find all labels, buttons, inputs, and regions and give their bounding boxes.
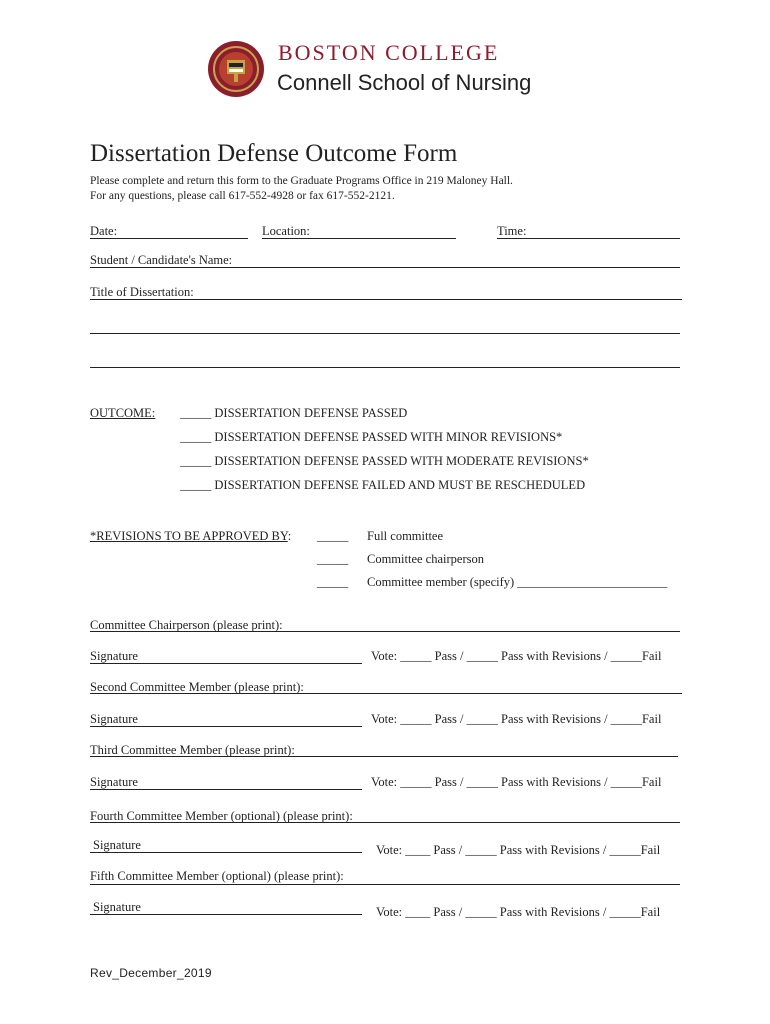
dissertation-title-field[interactable] (90, 299, 682, 300)
outcome-option-minor-revisions[interactable]: _____ DISSERTATION DEFENSE PASSED WITH MINOR REVISIONS* (180, 430, 563, 444)
outcome-option-moderate-revisions[interactable]: _____ DISSERTATION DEFENSE PASSED WITH MODERATE REVISIONS* (180, 454, 589, 468)
revisions-option-member[interactable]: _____ Committee member (specify) ________________________ (317, 575, 668, 589)
outcome-label: OUTCOME: (90, 406, 156, 420)
signature-field[interactable] (90, 663, 362, 664)
committee-member-label: Second Committee Member (please print): (90, 680, 304, 694)
dissertation-title-line-2[interactable] (90, 333, 680, 334)
student-name-label: Student / Candidate's Name: (90, 253, 233, 267)
college-seal-icon (207, 40, 265, 98)
instructions-text: Please complete and return this form to the Graduate Programs Office in 219 Maloney Hall. (90, 175, 513, 187)
signature-field[interactable] (90, 914, 362, 915)
revisions-option-chairperson[interactable]: _____ Committee chairperson (317, 552, 484, 566)
committee-member-label: Fifth Committee Member (optional) (please print): (90, 869, 344, 883)
committee-member-label: Committee Chairperson (please print): (90, 618, 283, 632)
form-title: Dissertation Defense Outcome Form (90, 140, 458, 167)
revisions-label: *REVISIONS TO BE APPROVED BY: (90, 529, 292, 543)
committee-member-label: Third Committee Member (please print): (90, 743, 295, 757)
vote-options[interactable]: Vote: _____ Pass / _____ Pass with Revisions / _____Fail (371, 775, 662, 789)
student-name-field[interactable] (90, 267, 680, 268)
institution-name: BOSTON COLLEGE (278, 40, 500, 65)
committee-member-field[interactable] (90, 631, 680, 632)
signature-field[interactable] (90, 852, 362, 853)
contact-text: For any questions, please call 617-552-4928 or fax 617-552-2121. (90, 190, 395, 202)
vote-options[interactable]: Vote: _____ Pass / _____ Pass with Revisions / _____Fail (371, 649, 662, 663)
committee-member-field[interactable] (90, 884, 680, 885)
committee-member-field[interactable] (90, 756, 678, 757)
signature-label: Signature (93, 900, 141, 914)
committee-member-label: Fourth Committee Member (optional) (please print): (90, 809, 353, 823)
revision-footer: Rev_December_2019 (90, 966, 212, 980)
committee-member-field[interactable] (90, 693, 682, 694)
vote-options[interactable]: Vote: ____ Pass / _____ Pass with Revisions / _____Fail (376, 905, 661, 919)
vote-options[interactable]: Vote: _____ Pass / _____ Pass with Revisions / _____Fail (371, 712, 662, 726)
revisions-option-full-committee[interactable]: _____ Full committee (317, 529, 444, 543)
signature-field[interactable] (90, 726, 362, 727)
outcome-option-failed[interactable]: _____ DISSERTATION DEFENSE FAILED AND MUST BE RESCHEDULED (180, 478, 586, 492)
dissertation-title-line-3[interactable] (90, 367, 680, 368)
outcome-option-passed[interactable]: _____ DISSERTATION DEFENSE PASSED (180, 406, 408, 420)
location-field[interactable] (262, 238, 456, 239)
dissertation-title-label: Title of Dissertation: (90, 285, 194, 299)
time-field[interactable] (497, 238, 680, 239)
signature-label: Signature (90, 649, 138, 663)
vote-options[interactable]: Vote: ____ Pass / _____ Pass with Revisions / _____Fail (376, 843, 661, 857)
date-field[interactable] (90, 238, 248, 239)
time-label: Time: (497, 224, 527, 238)
signature-field[interactable] (90, 789, 362, 790)
signature-label: Signature (93, 838, 141, 852)
school-name: Connell School of Nursing (277, 70, 532, 95)
committee-member-field[interactable] (90, 822, 680, 823)
signature-label: Signature (90, 712, 138, 726)
signature-label: Signature (90, 775, 138, 789)
location-label: Location: (262, 224, 310, 238)
date-label: Date: (90, 224, 118, 238)
